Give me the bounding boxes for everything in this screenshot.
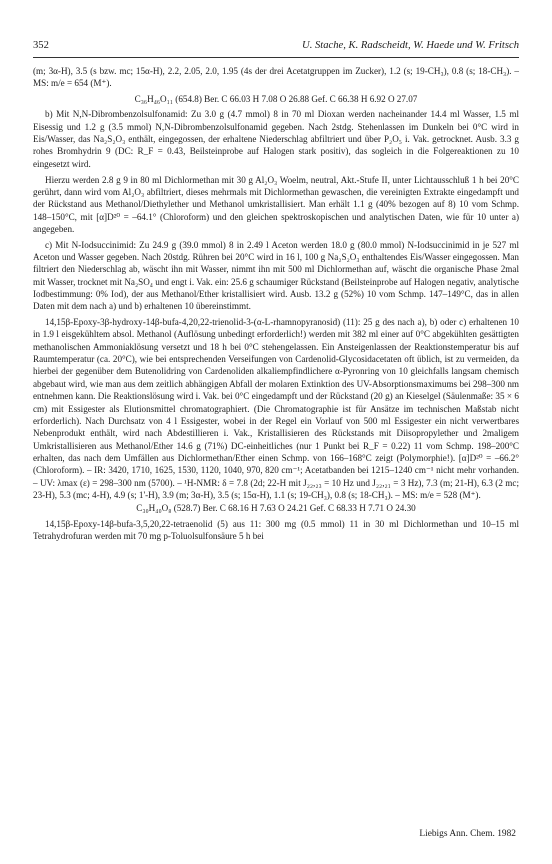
paragraph-method-c: c) Mit N-Iodsuccinimid: Zu 24.9 g (39.0 mmol) 8 in 2.49 l Aceton werden 18.0 g (80.0 mmol) N-Iodsuccinimid in je 527 ml Aceton und Wasser gegeben. Nach 20stdg. Rühren bei 20°C wird in 16 l, 100 g Na₂S₂O₃ enthaltendes Eis/Wasser eingegossen. Man filtriert den Niederschlag ab, wäscht ihn mit Wasser, nimmt ihn mit 500 ml Dichlormethan auf, wäscht die organische Phase 2mal mit Wasser, trocknet mit Na₂SO₄ und engt i. Vak. ein: 25.6 g schaumiger Rückstand (Beilsteinprobe auf Halogen negativ, analytische Iodbestimmung: 0% Iod), der aus Methanol/Ether kristallisiert wird. Ausb. 13.2 g (52%) 10 vom Schmp. 147–149°C, das in allen Daten mit dem nach a) und b) erhaltenen 10 übereinstimmt.: [33, 239, 519, 312]
running-header: [33, 40, 519, 54]
paragraph-compound-11: 14,15β-Epoxy-3β-hydroxy-14β-bufa-4,20,22-trienolid-3-(α-L-rhamnopyranosid) (11): 25 g des nach a), b) oder c) erhaltenen 10 in 1.9 l eisgekühltem absol. Methanol (Auflösung unbedingt erforderlich!) werden mit 382 ml einer auf 0°C abgekühlten gesättigten methanolischen Ammoniaklösung versetzt und 18 h bei 0°C stehengelassen. Ein Ansteigenlassen der Reaktionstemperatur bis auf Raumtemperatur (ca. 20°C), wie bei entsprechenden Verseifungen von Cardenolid-Glycosidacetaten oft üblich, ist zu vermeiden, da hierbei der gegenüber dem Butenolidring von Cardenoliden alkaliempfindlichere α-Pyronring von 10 gleichfalls langsam chemisch abgebaut wird, wie man aus dem zeitlich abhängigen Abfall der molaren Extinktion des UV-Absorptionsmaximums bei 298–300 nm entnehmen kann. Die Reaktionslösung wird i. Vak. bei 0°C eingedampft und der Rückstand (20 g) an Kieselgel (Säulenmaße: 35 × 6 cm) mit Essigester als Elutionsmittel chromatographiert. (Die Chromatographie ist für Ansätze im technischen Maßstab nicht erforderlich). Nach Durchsatz von 4 l Essigester, wobei in der Regel ein Vorlauf von 500 ml Essigester ein nicht verwertbares Nebenprodukt enthält, wird nach Abdestillieren i. Vak., Kristallisieren des Rückstands mit Diisopropylether und 2maligem Umkristallisieren aus Methanol/Ether 14.6 g (71%) DC-einheitliches (nur 1 Punkt bei R_F = 0.22) 11 vom Schmp. 198–200°C erhalten, das nach dem Umfällen aus Dichlormethan/Ether einen Schmp. von 166–168°C zeigt (Polymorphie!). [α]D²⁰ = –66.2° (Chloroform). – IR: 3420, 1710, 1625, 1530, 1120, 1040, 970, 820 cm⁻¹; Acetatbanden bei 1215–1240 cm⁻¹ nicht mehr vorhanden. – UV: λmax (ε) = 298–300 nm (5700). – ¹H-NMR: δ = 7.8 (2d; 22-H mit J₂₂,₂₃ = 10 Hz und J₂₂,₂₁ = 3 Hz), 7.3 (m; 21-H), 6.3 (2 mc; 23-H), 5.3 (mc; 4-H), 4.9 (s; 1'-H), 3.9 (m; 3α-H), 3.5 (s; 15α-H), 1.1 (s; 19-CH₃), 0.8 (s; 18-CH₃). – MS: m/e = 528 (M⁺).: [33, 317, 519, 500]
article-body: [33, 65, 519, 546]
elemental-analysis-1: C₃₆H₄₆O₁₁ (654.8) Ber. C 66.03 H 7.08 O 26.88 Gef. C 66.38 H 6.92 O 27.07: [134, 94, 418, 105]
paragraph-nmr-continuation: (m; 3α-H), 3.5 (s bzw. mc; 15α-H), 2.2, 2.05, 2.0, 1.95 (4s der drei Acetatgruppen im Zucker), 1.2 (s; 19-CH₃), 0.8 (s; 18-CH₃). – MS: m/e = 654 (M⁺).: [33, 66, 519, 89]
running-authors: U. Stache, K. Radscheidt, W. Haede und W. Fritsch: [302, 40, 519, 51]
journal-footer: Liebigs Ann. Chem. 1982: [419, 829, 516, 839]
header-rule: [33, 57, 519, 58]
paragraph-method-b: b) Mit N,N-Dibrombenzolsulfonamid: Zu 3.0 g (4.7 mmol) 8 in 70 ml Dioxan werden nacheinander 14.4 ml Wasser, 1.5 ml Eisessig und 1.2 g (3.5 mmol) N,N-Dibrombenzolsulfonamid gegeben. Nach 2stdg. Stehenlassen im Dunkeln bei 0°C wird in Eis/Wasser, das Na₂S₂O₃ enthält, eingegossen, der erhaltene Niederschlag abfiltriert und über P₂O₅ i. Vak. getrocknet. Ausb. 3.3 g rohes Bromhydrin 9 (DC: R_F = 0.43, Beilsteinprobe auf Halogen stark positiv), das sogleich in die Folgereaktionen zu 10 eingesetzt wird.: [33, 109, 519, 169]
paragraph-compound-5: 14,15β-Epoxy-14β-bufa-3,5,20,22-tetraenolid (5) aus 11: 300 mg (0.5 mmol) 11 in 30 ml Dichlormethan und 10–15 ml Tetrahydrofuran werden mit 70 mg p-Toluolsulfonsäure 5 h bei: [33, 518, 519, 541]
elemental-analysis-2: C₃₀H₄₀O₈ (528.7) Ber. C 68.16 H 7.63 O 24.21 Gef. C 68.33 H 7.71 O 24.30: [136, 503, 416, 514]
page-number: 352: [33, 40, 49, 51]
paragraph-alumina-step: Hierzu werden 2.8 g 9 in 80 ml Dichlormethan mit 30 g Al₂O₃ Woelm, neutral, Akt.-Stufe II, unter Lichtausschluß 1 h bei 20°C gerührt, dann wird vom Al₂O₃ abfiltriert, dieses mehrmals mit Dichlormethan gewaschen, die vereinigten Extrakte eingedampft und der Rückstand aus Methanol/Diethylether und Methanol umkristallisiert. Man erhält 1.1 g (40% bezogen auf 8) 10 vom Schmp. 148–150°C, mit [α]D²⁰ = –64.1° (Chloroform) und den gleichen spektroskopischen und analytischen Daten, wie für 10 unter a) angegeben.: [33, 174, 519, 234]
